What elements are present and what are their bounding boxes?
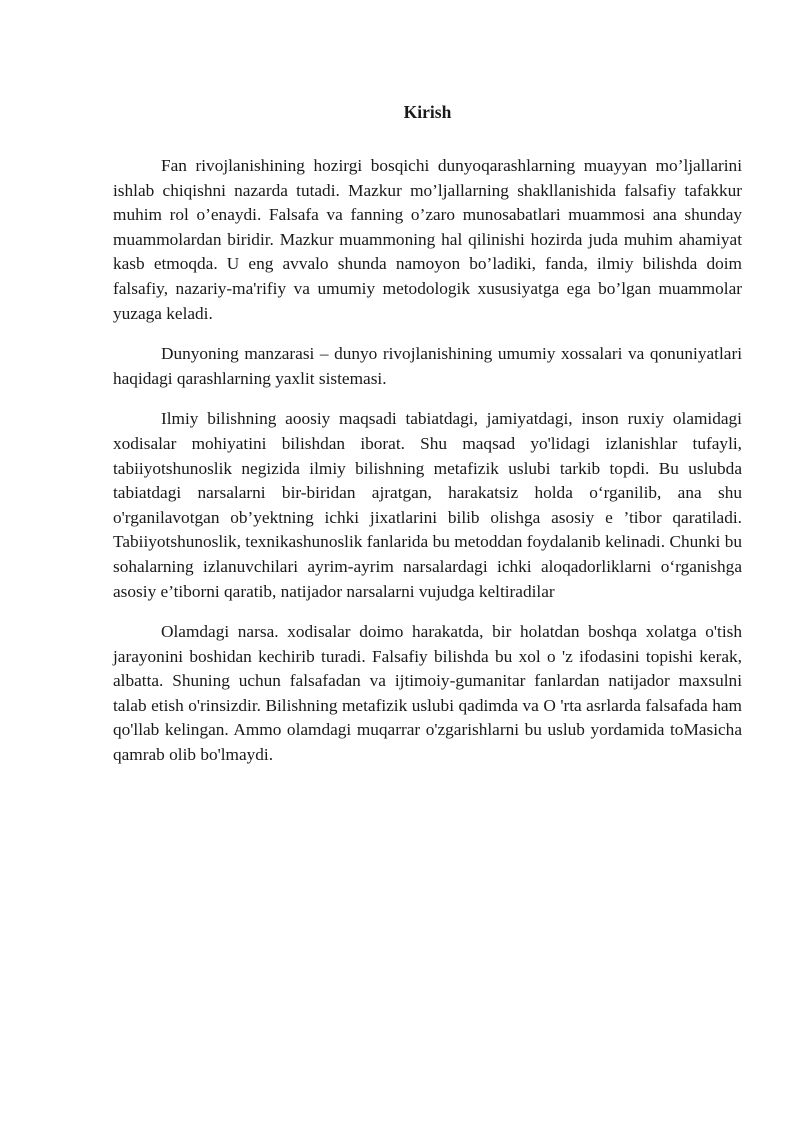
paragraph-1: Fan rivojlanishining hozirgi bosqichi dunyoqarashlarning muayyan mo’ljallarini ishlab chiqishni nazarda tutadi. Mazkur mo’ljallarning shakllanishida falsafiy tafakkur muhim rol o’enaydi. Falsafa va fanning o’zaro munosabatlari muammosi ana shunday muammolardan biridir. Mazkur muammoning hal qilinishi hozirda juda muhim ahamiyat kasb etmoqda. U eng avvalo shunda namoyon bo’ladiki, fanda, ilmiy bilishda doim falsafiy, nazariy-ma'rifiy va umumiy metodologik xususiyatga ega bo’lgan muammolar yuzaga keladi. (113, 156, 742, 323)
page-title: Kirish (403, 102, 452, 122)
paragraph-3: Ilmiy bilishning aoosiy maqsadi tabiatdagi, jamiyatdagi, inson ruxiy olamidagi xodisalar mohiyatini bilishdan iborat. Shu maqsad yo'lidagi izlanishlar tufayli, tabiiyotshunoslik negizida ilmiy bilishning metafizik uslubi tarkib topdi. Bu uslubda tabiatdagi narsalarni bir-biridan ajratgan, harakatsiz holda o‘rganilib, ana shu o'rganilavotgan ob’yektning ichki jixatlarini bilib olishga asosiy e ’tibor qaratiladi. Tabiiyotshunoslik, texnikashunoslik fanlarida bu metoddan foydalanib kelinadi. Chunki bu sohalarning izlanuvchilari ayrim-ayrim narsalardagi ichki aloqadorliklarni o‘rganishga asosiy e’tiborni qaratib, natijador narsalarni vujudga keltiradilar (113, 409, 742, 601)
paragraph-4: Olamdagi narsa. xodisalar doimo harakatda, bir holatdan boshqa xolatga o'tish jarayonini boshidan kechirib turadi. Falsafiy bilishda bu xol o 'z ifodasini topishi kerak, albatta. Shuning uchun falsafadan va ijtimoiy-gumanitar fanlardan natijador maxsulni talab etish o'rinsizdir. Bilishning metafizik uslubi qadimda va O 'rta asrlarda falsafada ham qo'llab kelingan. Ammo olamdagi muqarrar o'zgarishlarni bu uslub yordamida toMasicha qamrab olib bo'lmaydi. (113, 622, 742, 765)
paragraph-2: Dunyoning manzarasi – dunyo rivojlanishining umumiy xossalari va qonuniyatlari haqidagi qarashlarning yaxlit sistemasi. (113, 344, 742, 388)
